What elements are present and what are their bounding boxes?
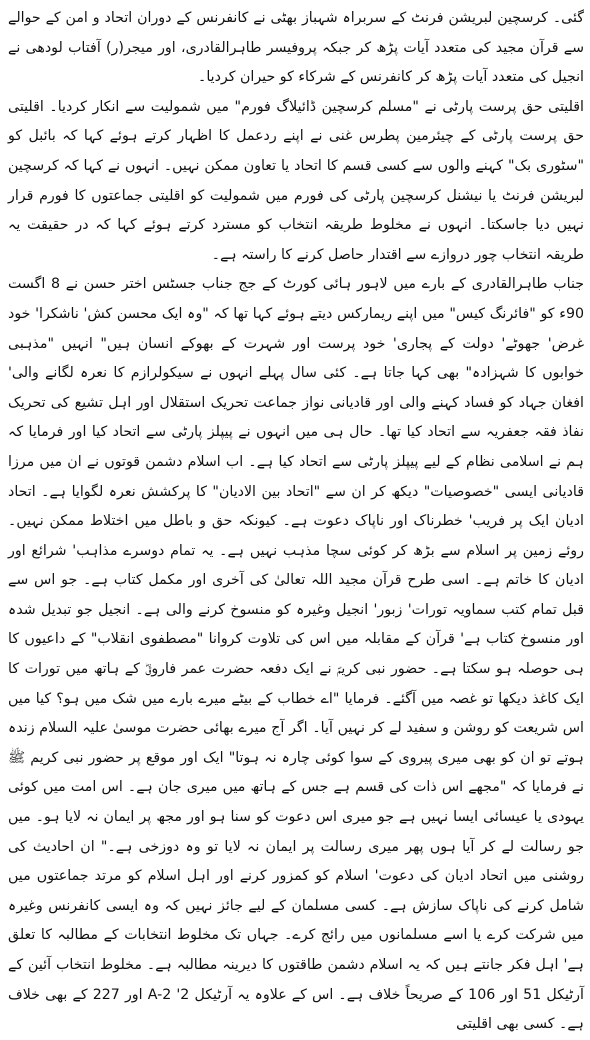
paragraph-minority-party: اقلیتی حق پرست پارٹی نے "مسلم کرسچین ڈائیلاگ فورم" میں شمولیت سے انکار کردیا۔ اقلیتی حق پرست پارٹی کے چیئرمین پطرس غنی نے اپنے ردعمل کا اظہار کرتے ہوئے کہا کہ بائبل کو "سٹوری بک" کہنے والوں سے کسی قسم کا اتحاد یا تعاون ممکن نہیں۔ انہوں نے کہا کہ کرسچین لبریشن فرنٹ یا نیشنل کرسچین پارٹی کی فورم میں شمولیت کو اقلیتی جماعتوں کا فورم قرار نہیں دیا جاسکتا۔ انہوں نے مخلوط طریقہ انتخاب کو مسترد کرتے ہوئے کہا کہ در حقیقت یہ طریقہ انتخاب چور دروازے سے اقتدار حاصل کرنے کا راستہ ہے۔ [8,98,584,263]
paragraph-tahir-ul-qadri: جناب طاہرالقادری کے بارے میں لاہور ہائی کورٹ کے جج جناب جسٹس اختر حسن نے 8 اگست 90ء کو "فائرنگ کیس" میں اپنے ریمارکس دیتے ہوئے کہا تھا کہ "وہ ایک محسن کش' ناشکرا' خود غرض' جھوٹے' دولت کے پجاری' خود پرست اور شہرت کے بھوکے انسان ہیں" انہیں "مذہبی خوابوں کا شہزادہ" بھی کہا جاتا ہے۔ کئی سال پہلے انہوں نے سیکولرازم کا نعرہ لگانے والی' افغان جہاد کو فساد کہنے والی اور قادیانی نواز جماعت تحریک استقلال اور اہل تشیع کی تحریک نفاذ فقہ جعفریہ سے اتحاد کیا تھا۔ حال ہی میں انہوں نے پیپلز پارٹی سے اتحاد کیا اور فرمایا کہ ہم نے اسلامی نظام کے لیے پیپلز پارٹی سے اتحاد کیا ہے۔ اب اسلام دشمن قوتوں نے ان میں مرزا قادیانی ایسی "خصوصیات" دیکھ کر ان سے "اتحاد بین الادیان" کا پرکشش نعرہ لگوایا ہے۔ اتحاد ادیان ایک پر فریب' خطرناک اور ناپاک دعوت ہے۔ کیونکہ حق و باطل میں اختلاط ممکن نہیں۔ روئے زمین پر اسلام سے بڑھ کر کوئی سچا مذہب نہیں ہے۔ یہ تمام دوسرے مذاہب' شرائع اور ادیان کا خاتم ہے۔ اسی طرح قرآن مجید اللہ تعالیٰ کی آخری اور مکمل کتاب ہے۔ جو اس سے قبل تمام کتب سماویہ تورات' زبور' انجیل وغیرہ کو منسوخ کرنے والی ہے۔ انجیل جو تبدیل شدہ اور منسوخ کتاب ہے' قرآن کے مقابلہ میں اس کی تلاوت کروانا "مصطفوی انقلاب" کے داعیوں کا ہی حوصلہ ہو سکتا ہے۔ حضور نبی کریمؐ نے ایک دفعہ حضرت عمر فاروقؓ کے ہاتھ میں تورات کا ایک کاغذ دیکھا تو غصہ میں آگئے۔ فرمایا "اے خطاب کے بیٹے میرے بارے میں شک میں ہو؟ کیا میں اس شریعت کو روشن و سفید لے کر نہیں آیا۔ اگر آج میرے بھائی حضرت موسیٰ علیہ السلام زندہ ہوتے تو ان کو بھی میری پیروی کے سوا کوئی چارہ نہ ہوتا" ایک اور موقع پر حضور نبی کریم ﷺ نے فرمایا کہ "مجھے اس ذات کی قسم ہے جس کے ہاتھ میں میری جان ہے۔ اس امت میں کوئی یہودی یا عیسائی ایسا نہیں ہے جو میری اس دعوت کو سنا ہو اور مجھ پر ایمان نہ لایا ہو۔ میں جو رسالت لے کر آیا ہوں پھر میری رسالت پر ایمان نہ لایا تو وہ دوزخی ہے۔" ان احادیث کی روشنی میں اتحاد ادیان کی دعوت' اسلام کو کمزور کرنے اور اہل اسلام کو مرتد جماعتوں میں شامل کرنے کی ناپاک سازش ہے۔ کسی مسلمان کے لیے جائز نہیں کہ وہ ایسی کانفرنس وغیرہ میں شرکت کرے یا اسے مسلمانوں میں رائج کرے۔ جہاں تک مخلوط انتخابات کے مطالبہ کا تعلق ہے' اہل فکر جانتے ہیں کہ یہ اسلام دشمن طاقتوں کا دیرینہ مطالبہ ہے۔ مخلوط انتخاب آئین کے آرٹیکل 51 اور 106 کے صریحاً خلاف ہے۔ اس کے علاوہ یہ آرٹیکل 2' A-2 اور 227 کے بھی خلاف ہے۔ کسی بھی اقلیتی [8,276,584,1033]
paragraph-conference: گئی۔ کرسچین لبریشن فرنٹ کے سربراہ شہباز بھٹی نے کانفرنس کے دوران اتحاد و امن کے حوالے سے قرآن مجید کی متعدد آیات پڑھ کر جبکہ پروفیسر طاہرالقادری، اور میجر(ر) آفتاب لودھی نے انجیل کی متعدد آیات پڑھ کر کانفرنس کے شرکاء کو حیران کردیا۔ [8,10,584,86]
